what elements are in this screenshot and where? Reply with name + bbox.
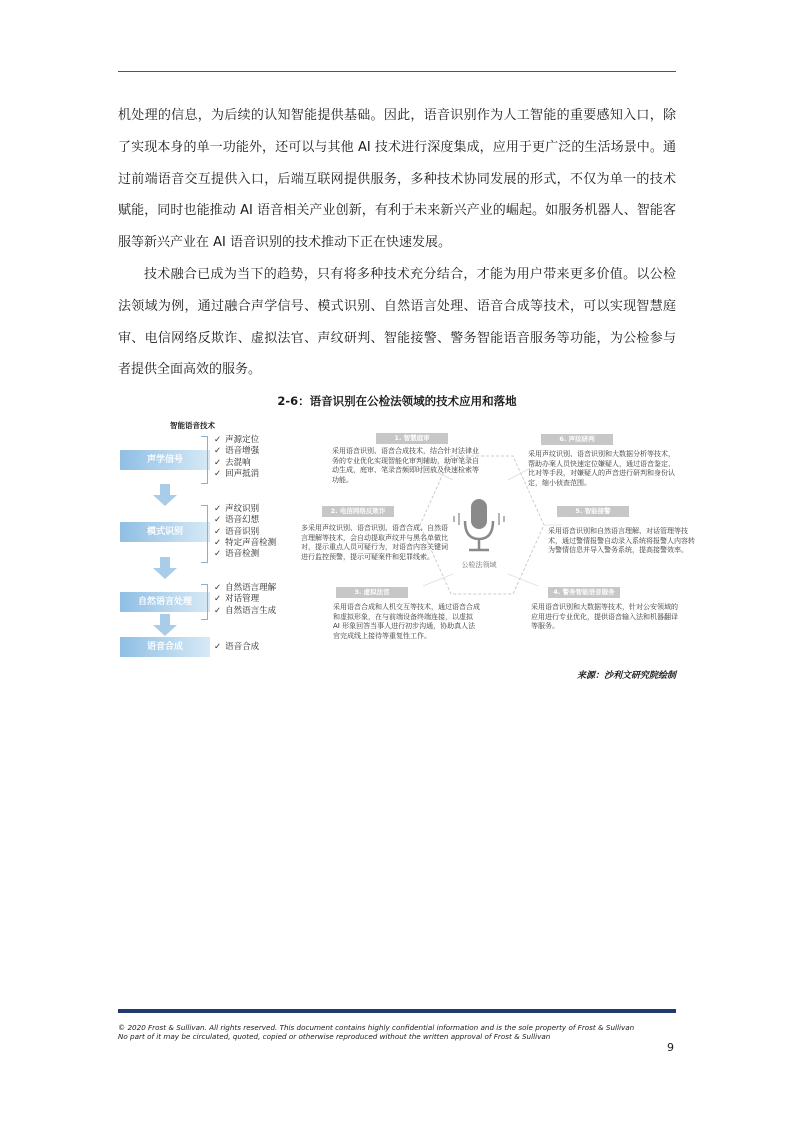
- app-label-smart-trial: 1. 智慧庭审: [376, 433, 448, 444]
- tech-item: ✓ 对话管理: [214, 594, 276, 605]
- layer-acoustic-signal: 声学信号: [120, 450, 210, 470]
- layer-speech-synthesis: 语音合成: [120, 637, 210, 657]
- copyright-line: No part of it may be circulated, quoted, copied or otherwise reproduced without the written approval of Frost & Sullivan: [118, 1032, 551, 1041]
- center-label: 公检法领域: [461, 561, 497, 569]
- microphone-icon: [453, 495, 505, 557]
- tech-item: ✓ 特定声音检测: [214, 538, 276, 549]
- tech-item: ✓ 自然语言理解: [214, 583, 276, 594]
- figure-source: 来源：沙利文研究院绘制: [576, 671, 676, 681]
- tech-item: ✓ 自然语言生成: [214, 606, 276, 617]
- footer-rule: [118, 1009, 676, 1013]
- tech-item: ✓ 语音识别: [214, 527, 276, 538]
- body-paragraph-1: 机处理的信息，为后续的认知智能提供基础。因此，语音识别作为人工智能的重要感知入口，除了实现本身的单一功能外，还可以与其他 AI 技术进行深度集成，应用于更广泛的生活场景中。通过前端语音交互提供入口，后端互联网提供服务，多种技术协同发展的形式，不仅为单一的技术赋能，同时也能推动 AI 语音相关产业创新，有利于未来新兴产业的崛起。如服务机器人、智能客服等新兴产业在 AI 语音识别的技术推动下正在快速发展。: [118, 108, 676, 251]
- app-desc-smart-dispatch: 采用语音识别和自然语言理解、对话管理等技术，通过警情报警自动录入系统将报警人内容转为警情信息并导入警务系统，提高接警效率。: [548, 527, 695, 555]
- copyright-line: © 2020 Frost & Sullivan. All rights reserved. This document contains highly confidential information and is the sole property of Frost & Sullivan: [118, 1023, 635, 1032]
- body-paragraph-2: 技术融合已成为当下的趋势，只有将多种技术充分结合，才能为用户带来更多价值。以公检法领域为例，通过融合声学信号、模式识别、自然语言处理、语音合成等技术，可以实现智慧庭审、电信网络反欺诈、虚拟法官、声纹研判、智能接警、警务智能语音服务等功能，为公检参与者提供全面高效的服务。: [118, 267, 676, 378]
- tech-item: ✓ 语音增强: [214, 446, 259, 457]
- tech-item: ✓ 声纹识别: [214, 504, 276, 515]
- tech-item: ✓ 回声抵消: [214, 469, 259, 480]
- layer-nlp: 自然语言处理: [120, 592, 210, 612]
- app-desc-smart-trial: 采用语音识别、语音合成技术，结合针对法律业务的专业优化实现智能化审判辅助，助审笔录自动生成，庭审、笔录音频即时回放及快速检索等功能。: [332, 447, 479, 485]
- header-rule: [118, 71, 676, 72]
- app-label-anti-fraud: 2. 电信网络反欺诈: [322, 506, 394, 517]
- app-label-virtual-judge: 3. 虚拟法官: [336, 587, 408, 598]
- figure-title: 2-6：语音识别在公检法领域的技术应用和落地: [277, 394, 517, 408]
- tech-item: ✓ 语音检测: [214, 549, 276, 560]
- layer-pattern-recognition: 模式识别: [120, 522, 210, 542]
- left-heading: 智能语音技术: [170, 421, 215, 430]
- app-desc-voiceprint: 采用声纹识别、语音识别和大数据分析等技术，帮助办案人员快速定位嫌疑人，通过语音鉴定、比对等手段，对嫌疑人的声音进行研判和身份认定，缩小侦查范围。: [528, 450, 675, 488]
- page-number: 9: [667, 1041, 674, 1054]
- figure-diagram: [118, 414, 695, 680]
- app-desc-police-voice: 采用语音识别和大数据等技术，针对公安领域的应用进行专业优化，提供语音输入法和机器翻译等服务。: [531, 603, 678, 631]
- app-desc-virtual-judge: 采用语音合成和人机交互等技术，通过语音合成和虚拟形象，在与前端设备终端连接，以虚拟 AI 形象回答当事人进行初步沟通，协助真人法官完成线上接待等重复性工作。: [333, 603, 480, 641]
- tech-item: ✓ 声源定位: [214, 435, 259, 446]
- app-label-voiceprint: 6. 声纹研判: [541, 434, 613, 445]
- app-label-police-voice: 4. 警务智能语音服务: [548, 587, 620, 598]
- copyright-notice: [118, 1023, 698, 1041]
- tech-item: ✓ 语音合成: [214, 642, 259, 653]
- app-desc-anti-fraud: 多采用声纹识别、语音识别、语音合成、自然语言理解等技术，会自动提取声纹并与黑名单做比对，提示重点人员可疑行为，对语音内容关键词进行监控预警，提示可疑案件和犯罪线索。: [301, 524, 448, 562]
- tech-item: ✓ 去混响: [214, 458, 259, 469]
- app-label-smart-dispatch: 5. 智能接警: [557, 506, 629, 517]
- tech-item: ✓ 语音幻想: [214, 515, 276, 526]
